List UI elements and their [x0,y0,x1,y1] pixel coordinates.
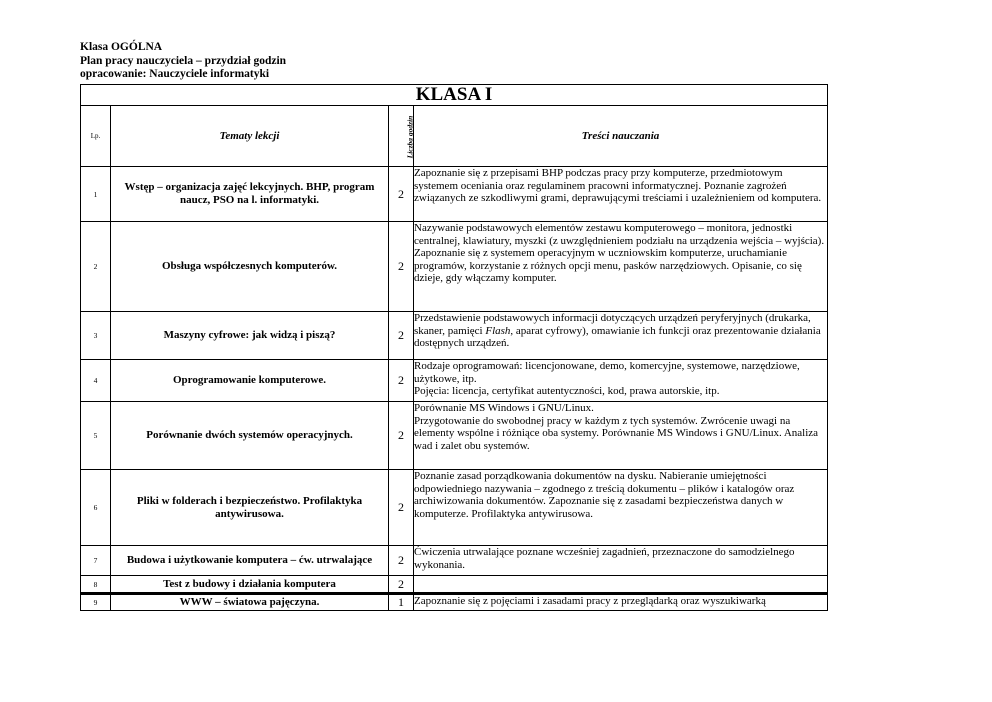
row-content: Porównanie MS Windows i GNU/Linux. Przygotowanie do swobodnej pracy w każdym z tych systemów. Zwrócenie uwagi na elementy wspólne i różniące oba systemy. Porównanie MS Windows i GNU/Linux. Analiza wad i zalet obu systemów. [414,402,828,470]
table-row [81,470,828,546]
header-content: Treści nauczania [414,106,828,167]
row-topic: Maszyny cyfrowe: jak widzą i piszą? [111,312,389,360]
row-topic: Budowa i użytkowanie komputera – ćw. utrwalające [111,546,389,576]
row-content: Ćwiczenia utrwalające poznane wcześniej zagadnień, przeznaczone do samodzielnego wykonania. [414,546,828,576]
row-lp: 9 [81,594,111,611]
row-topic: Pliki w folderach i bezpieczeństwo. Profilaktyka antywirusowa. [111,470,389,546]
row-hours: 2 [389,167,414,222]
header-lp: Lp. [81,106,111,167]
table-row [81,312,828,360]
header-hours-label: Liczba godzin [405,115,415,159]
header-topic: Tematy lekcji [111,106,389,167]
row-hours: 2 [389,546,414,576]
row-content [414,576,828,594]
row-lp: 7 [81,546,111,576]
row-content: Zapoznanie się z pojęciami i zasadami pracy z przeglądarką oraz wyszukiwarką [414,594,828,611]
row-content: Nazywanie podstawowych elementów zestawu komputerowego – monitora, jednostki centralnej, klawiatury, myszki (z uwzględnieniem podziału na urządzenia wejścia – wyjścia). Zapoznanie się z systemem operacyjnym w uczniowskim komputerze, uruchamianie programów, korzystanie z różnych opcji menu, pasków narzędziowych. Opisanie, co się dzieje, gdy włączamy komputer. [414,222,828,312]
row-hours: 2 [389,312,414,360]
row-hours: 2 [389,402,414,470]
table-row [81,402,828,470]
header-hours [389,106,414,167]
row-lp: 5 [81,402,111,470]
row-hours: 2 [389,360,414,402]
row-topic: Test z budowy i działania komputera [111,576,389,594]
table-row [81,167,828,222]
row-content: Zapoznanie się z przepisami BHP podczas pracy przy komputerze, przedmiotowym systemem oceniania oraz regulaminem pracowni informatycznej. Poznanie zagrożeń związanych ze szkodliwymi grami, deprawującymi treściami i uzależnieniem od komputera. [414,167,828,222]
row-content: Przedstawienie podstawowych informacji dotyczących urządzeń peryferyjnych (drukarka, skaner, pamięci Flash, aparat cyfrowy), omawianie ich funkcji oraz prezentowanie działania dostępnych urządzeń. [414,312,828,360]
table-row [81,546,828,576]
table-row [81,576,828,594]
row-topic: Wstęp – organizacja zajęć lekcyjnych. BHP, program naucz, PSO na l. informatyki. [111,167,389,222]
flash-term: Flash [485,324,511,337]
row-hours: 2 [389,470,414,546]
row-hours: 2 [389,576,414,594]
plan-title: Plan pracy nauczyciela – przydział godzin [80,54,287,67]
table-title: KLASA I [81,85,828,106]
row-lp: 3 [81,312,111,360]
table-row [81,360,828,402]
row-lp: 2 [81,222,111,312]
row-content: Rodzaje oprogramowań: licencjonowane, demo, komercyjne, systemowe, narzędziowe, użytkowe, itp. Pojęcia: licencja, certyfikat autentyczności, kod, prawa autorskie, itp. [414,360,828,402]
row-lp: 1 [81,167,111,222]
lesson-plan-table [80,84,828,611]
row-topic: Oprogramowanie komputerowe. [111,360,389,402]
row-lp: 6 [81,470,111,546]
row-topic: Porównanie dwóch systemów operacyjnych. [111,402,389,470]
table-row [81,594,828,611]
document-header [80,41,286,82]
row-topic: Obsługa współczesnych komputerów. [111,222,389,312]
row-topic: WWW – światowa pajęczyna. [111,594,389,611]
class-label: Klasa OGÓLNA [80,41,163,53]
row-lp: 8 [81,576,111,594]
row-hours: 1 [389,594,414,611]
table-row [81,222,828,312]
author-line: opracowanie: Nauczyciele informatyki [80,68,270,80]
row-lp: 4 [81,360,111,402]
row-hours: 2 [389,222,414,312]
row-content: Poznanie zasad porządkowania dokumentów na dysku. Nabieranie umiejętności odpowiedniego nazywania – zgodnego z treścią dokumentu – plików i katalogów oraz archiwizowania dokumentów. Zapoznanie się z zasadami bezpieczeństwa danych w komputerze. Profilaktyka antywirusowa. [414,470,828,546]
